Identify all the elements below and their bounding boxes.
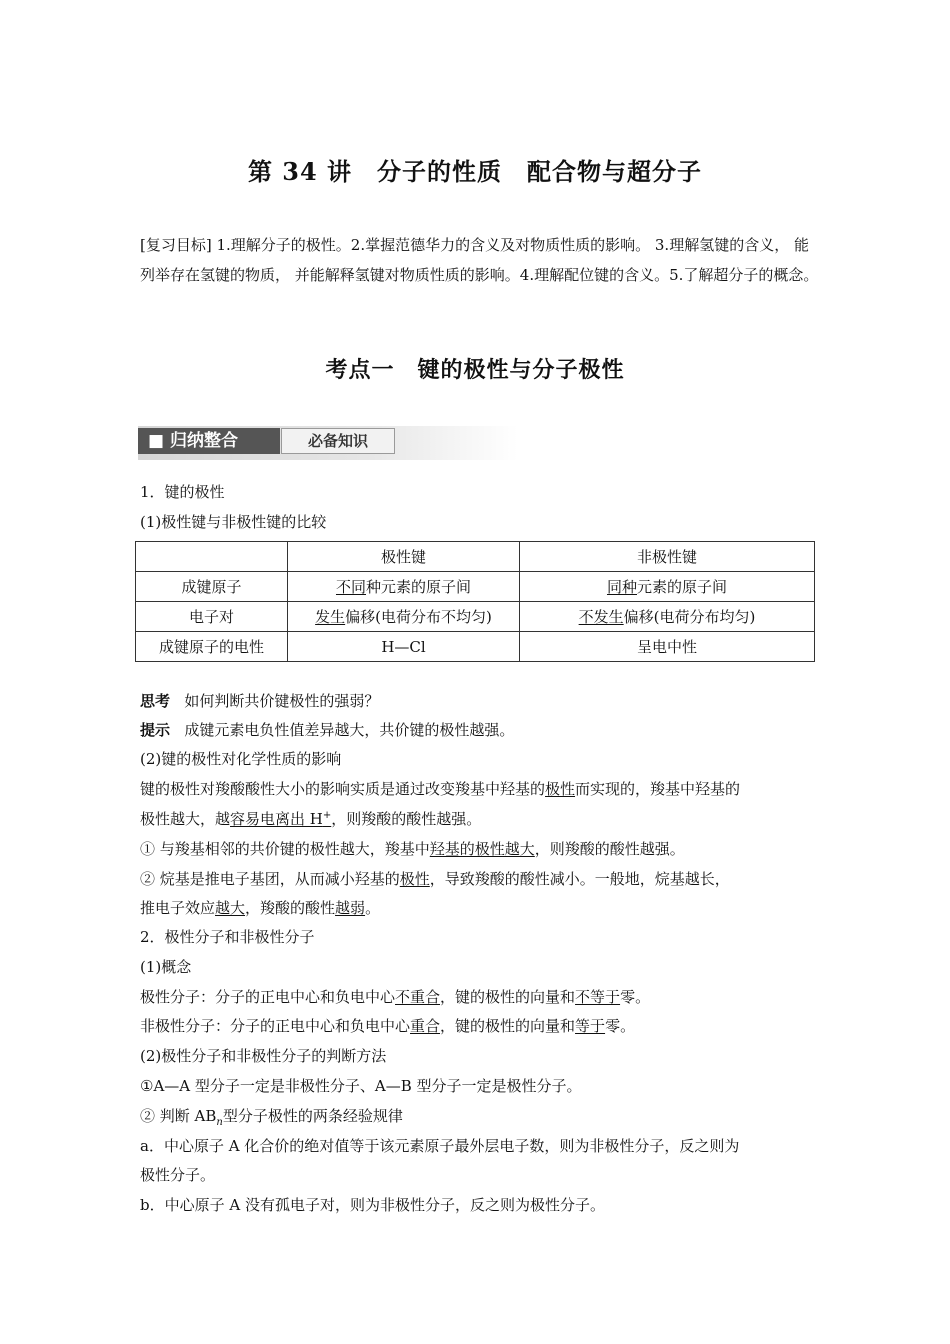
section-banner	[138, 426, 518, 460]
hint-label: 提示	[140, 721, 171, 739]
subheading-comparison: (1)极性键与非极性键的比较	[140, 513, 327, 531]
banner-left: ■ 归纳整合	[138, 428, 280, 454]
rule-line: ①A—A 型分子一定是非极性分子、A—B 型分子一定是极性分子。	[140, 1077, 582, 1095]
nonpolar-definition: 非极性分子：分子的正电中心和负电中心重合，键的极性的向量和等于零。	[140, 1017, 636, 1035]
table-cell: 不发生偏移(电荷分布均匀)	[520, 602, 815, 632]
hint-text: 成键元素电负性值差异越大，共价键的极性越强。	[184, 721, 515, 739]
table-row	[136, 602, 815, 632]
list-item: ② 烷基是推电子基团，从而减小羟基的极性，导致羧酸的酸性减小。一般地，烷基越长，	[140, 870, 730, 888]
comparison-table	[135, 541, 815, 662]
paragraph-line: 极性越大，越容易电离出 H+，则羧酸的酸性越强。	[140, 810, 482, 828]
table-header-cell	[136, 542, 288, 572]
rule-line: 极性分子。	[140, 1166, 216, 1184]
think-text: 如何判断共价键极性的强弱？	[184, 692, 380, 710]
think-label: 思考	[140, 692, 171, 710]
paragraph-line: 键的极性对羧酸酸性大小的影响实质是通过改变羧基中羟基的极性而实现的，羧基中羟基的	[140, 780, 741, 798]
rule-line: a．中心原子 A 化合价的绝对值等于该元素原子最外层电子数，则为非极性分子，反之则为	[140, 1137, 740, 1155]
review-objectives	[140, 230, 820, 290]
rule-line: b．中心原子 A 没有孤电子对，则为非极性分子，反之则为极性分子。	[140, 1196, 605, 1214]
rule-line: ② 判断 $AB_n$型分子极性的两条经验规律	[140, 1107, 403, 1128]
table-cell: 不同种元素的原子间	[288, 572, 520, 602]
polar-definition: 极性分子：分子的正电中心和负电中心不重合，键的极性的向量和不等于零。	[140, 988, 651, 1006]
row-label: 电子对	[136, 602, 288, 632]
table-cell: 同种元素的原子间	[520, 572, 815, 602]
list-item: ① 与羧基相邻的共价键的极性越大，羧基中羟基的极性越大，则羧酸的酸性越强。	[140, 840, 685, 858]
row-label: 成键原子的电性	[136, 632, 288, 662]
table-header-row	[136, 542, 815, 572]
subheading-judgement: (2)极性分子和非极性分子的判断方法	[140, 1047, 387, 1065]
heading-molecular-polarity: 2．极性分子和非极性分子	[140, 928, 315, 946]
table-cell: 发生偏移(电荷分布不均匀)	[288, 602, 520, 632]
table-header-cell: 非极性键	[520, 542, 815, 572]
list-item-continued: 推电子效应越大，羧酸的酸性越弱。	[140, 899, 381, 917]
table-row	[136, 572, 815, 602]
page-title: 第 34 讲 分子的性质 配合物与超分子	[247, 157, 703, 186]
objectives-text: 1.理解分子的极性。2.掌握范德华力的含义及对物质性质的影响。 3.理解氢键的含义， 能列举存在氢键的物质， 并能解释氢键对物质性质的影响。4.理解配位键的含义。5.了解超分子的概念。	[140, 236, 819, 284]
table-row	[136, 632, 815, 662]
table-cell: H—Cl	[288, 632, 520, 662]
row-label: 成键原子	[136, 572, 288, 602]
think-question	[140, 690, 820, 712]
objectives-label: [复习目标]	[140, 236, 212, 254]
subheading-concept: (1)概念	[140, 958, 192, 976]
hint-answer	[140, 719, 820, 741]
table-header-cell: 极性键	[288, 542, 520, 572]
section-title: 考点一 键的极性与分子极性	[325, 357, 625, 383]
table-cell: 呈电中性	[520, 632, 815, 662]
heading-bond-polarity: 1．键的极性	[140, 483, 225, 501]
subheading-chemical-effect: (2)键的极性对化学性质的影响	[140, 750, 342, 768]
banner-right: 必备知识	[281, 428, 395, 454]
